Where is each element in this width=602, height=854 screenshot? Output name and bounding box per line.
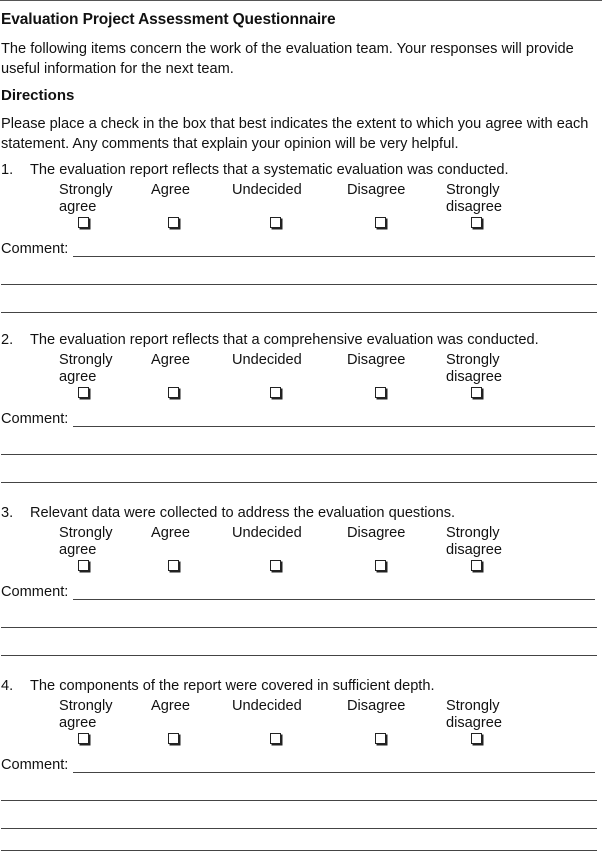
checkbox-disagree[interactable] [375,387,386,398]
checkbox-agree[interactable] [168,560,179,571]
option-label-agree: Agree [151,182,190,198]
question-number: 4. [1,678,14,694]
option-label-disagree: Disagree [347,182,406,198]
comment-label: Comment: [1,757,69,773]
comment-extra-line[interactable] [1,828,597,829]
question-number: 1. [1,162,14,178]
comment-line[interactable] [73,256,595,257]
comment-line[interactable] [73,426,595,427]
checkbox-strongly-disagree[interactable] [471,560,482,571]
question-number: 2. [1,332,14,348]
question-text: The evaluation report reflects that a systematic evaluation was conducted. [30,162,509,178]
checkbox-undecided[interactable] [270,733,281,744]
option-label-agree: Agree [151,698,190,714]
option-label-undecided: Undecided [232,182,302,198]
comment-extra-line[interactable] [1,800,597,801]
checkbox-strongly-disagree[interactable] [471,733,482,744]
question-text: Relevant data were collected to address the evaluation questions. [30,505,456,521]
checkbox-undecided[interactable] [270,387,281,398]
option-label-strongly-disagree: Strongly disagree [446,182,502,215]
question-4 [0,678,602,848]
option-label-disagree: Disagree [347,698,406,714]
checkbox-undecided[interactable] [270,217,281,228]
option-label-disagree: Disagree [347,525,406,541]
comment-extra-line[interactable] [1,284,597,285]
option-label-agree: Agree [151,352,190,368]
comment-extra-line[interactable] [1,655,597,656]
comment-extra-line[interactable] [1,312,597,313]
checkbox-agree[interactable] [168,733,179,744]
question-text: The components of the report were covered in sufficient depth. [30,678,435,694]
comment-extra-line[interactable] [1,850,597,851]
question-number: 3. [1,505,14,521]
option-label-strongly-disagree: Strongly disagree [446,352,502,385]
option-label-undecided: Undecided [232,352,302,368]
checkbox-agree[interactable] [168,387,179,398]
question-2 [0,332,602,502]
comment-extra-line[interactable] [1,482,597,483]
comment-label: Comment: [1,411,69,427]
directions-text: Please place a check in the box that best indicates the extent to which you agree with each statement. Any comments that explain your opinion will be very helpful. [1,116,589,152]
checkbox-agree[interactable] [168,217,179,228]
comment-label: Comment: [1,584,69,600]
checkbox-strongly-agree[interactable] [78,387,89,398]
option-label-undecided: Undecided [232,525,302,541]
checkbox-strongly-disagree[interactable] [471,387,482,398]
checkbox-disagree[interactable] [375,560,386,571]
checkbox-strongly-agree[interactable] [78,217,89,228]
option-label-strongly-disagree: Strongly disagree [446,525,502,558]
checkbox-undecided[interactable] [270,560,281,571]
question-3 [0,505,602,675]
comment-label: Comment: [1,241,69,257]
option-label-undecided: Undecided [232,698,302,714]
option-label-disagree: Disagree [347,352,406,368]
checkbox-disagree[interactable] [375,217,386,228]
checkbox-strongly-disagree[interactable] [471,217,482,228]
option-label-strongly-disagree: Strongly disagree [446,698,502,731]
option-label-strongly-agree: Strongly agree [59,525,113,558]
question-text: The evaluation report reflects that a comprehensive evaluation was conducted. [30,332,539,348]
checkbox-strongly-agree[interactable] [78,560,89,571]
checkbox-strongly-agree[interactable] [78,733,89,744]
intro-text: The following items concern the work of the evaluation team. Your responses will provide useful information for the next team. [1,41,574,77]
comment-line[interactable] [73,599,595,600]
comment-line[interactable] [73,772,595,773]
option-label-agree: Agree [151,525,190,541]
option-label-strongly-agree: Strongly agree [59,698,113,731]
option-label-strongly-agree: Strongly agree [59,352,113,385]
top-rule [0,0,602,1]
page-title: Evaluation Project Assessment Questionnaire [1,11,336,28]
option-label-strongly-agree: Strongly agree [59,182,113,215]
comment-extra-line[interactable] [1,454,597,455]
directions-heading: Directions [1,87,75,104]
comment-extra-line[interactable] [1,627,597,628]
question-1 [0,162,602,332]
checkbox-disagree[interactable] [375,733,386,744]
